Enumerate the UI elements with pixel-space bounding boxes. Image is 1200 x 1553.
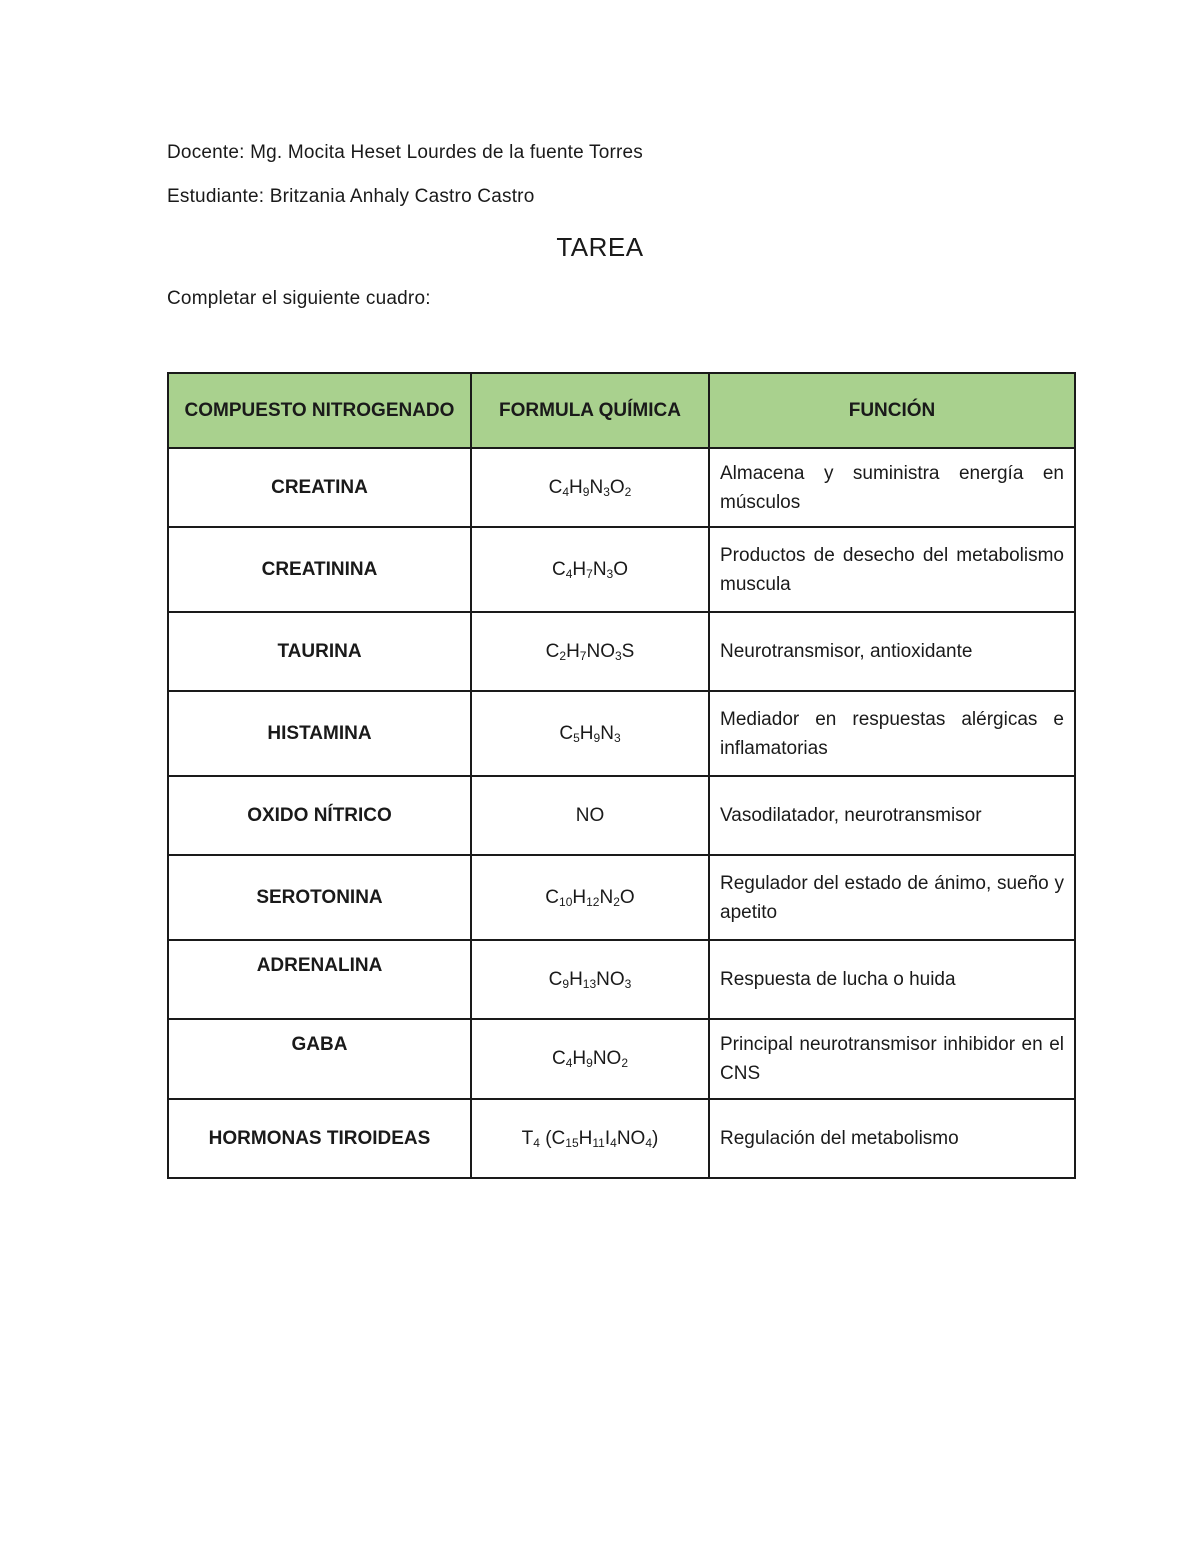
formula-text: C [551,558,566,580]
compound-function: Neurotransmisor, antioxidante [709,612,1075,691]
page-title: TAREA [556,232,644,262]
chemical-formula [471,940,709,1019]
column-header-function: FUNCIÓN [709,373,1075,448]
table-row [168,940,1075,1019]
formula-text: N [589,476,604,498]
formula-subscript: 10 [559,894,573,909]
compound-name: SEROTONINA [168,855,471,940]
column-header-compound: COMPUESTO NITROGENADO [168,373,471,448]
formula-subscript: 13 [582,976,597,991]
table-row [168,1019,1075,1099]
table-header-row [168,373,1075,448]
formula-subscript: 7 [586,566,593,581]
formula-text: N [600,722,614,744]
formula-text: C [545,886,560,908]
table-row [168,448,1075,527]
formula-subscript: 5 [573,730,580,745]
formula-subscript: 4 [565,1056,573,1070]
compound-name: HISTAMINA [168,691,471,776]
formula-text: H [578,1127,593,1149]
table-row [168,527,1075,612]
formula-subscript: 9 [562,976,570,991]
formula-subscript: 9 [582,484,590,499]
formula-text: H [566,640,580,662]
formula-text: (C [539,1127,566,1149]
formula-text: NO [586,640,615,662]
chemical-formula [471,448,709,527]
compound-function: Productos de desecho del metabolismo muscula [709,527,1075,612]
compound-name: CREATINA [168,448,471,527]
table-row [168,776,1075,855]
compound-name: HORMONAS TIROIDEAS [168,1099,471,1178]
estudiante-line: Estudiante: Britzania Anhaly Castro Castro [167,186,535,207]
formula-subscript: 3 [606,566,614,581]
chemical-formula [471,1099,709,1178]
formula-text: H [572,886,587,908]
formula-subscript: 11 [592,1135,605,1150]
formula-subscript: 12 [586,894,600,909]
formula-subscript: 7 [579,648,587,663]
compound-function: Mediador en respuestas alérgicas e inflamatorias [709,691,1075,776]
compound-name: CREATININA [168,527,471,612]
compound-function: Respuesta de lucha o huida [709,940,1075,1019]
formula-text: O [619,886,635,908]
formula-text: T [521,1127,534,1149]
table-row [168,691,1075,776]
formula-subscript: 2 [613,894,620,909]
compounds-table [167,372,1076,1179]
formula-subscript: 2 [624,484,632,499]
formula-subscript: 9 [593,730,601,745]
formula-text: H [572,1048,587,1069]
formula-text: NO [575,804,605,826]
compound-name: OXIDO NÍTRICO [168,776,471,855]
formula-text: C [548,968,563,990]
table-row [168,1099,1075,1178]
formula-subscript: 4 [562,484,570,499]
instruction-line: Completar el siguiente cuadro: [167,288,431,309]
formula-text: O [609,476,625,498]
formula-text: H [569,476,583,498]
formula-subscript: 4 [645,1135,652,1150]
formula-subscript: 3 [613,730,621,745]
formula-text: N [599,886,614,908]
table-row [168,855,1075,940]
formula-subscript: 9 [586,1056,593,1070]
formula-text: H [569,968,583,990]
chemical-formula [471,691,709,776]
compound-function: Regulador del estado de ánimo, sueño y apetito [709,855,1075,940]
formula-text: C [545,640,560,662]
formula-subscript: 2 [559,648,567,663]
compound-function: Almacena y suministra energía en músculos [709,448,1075,527]
chemical-formula [471,1019,709,1099]
formula-subscript: 2 [621,1056,629,1070]
chemical-formula [471,855,709,940]
formula-text: I [604,1127,611,1149]
docente-line: Docente: Mg. Mocita Heset Lourdes de la fuente Torres [167,142,643,163]
formula-text: NO [596,968,625,990]
formula-text: ) [652,1127,659,1149]
formula-text: C [551,1048,566,1069]
compound-name: TAURINA [168,612,471,691]
formula-subscript: 3 [603,484,610,499]
column-header-formula: FORMULA QUÍMICA [471,373,709,448]
formula-text: C [548,476,563,498]
formula-subscript: 4 [565,566,573,581]
chemical-formula [471,527,709,612]
chemical-formula [471,612,709,691]
formula-text: H [579,722,594,744]
formula-text: NO [616,1127,646,1149]
formula-subscript: 3 [624,976,632,991]
formula-subscript: 15 [565,1135,579,1150]
formula-text: H [572,558,587,580]
table-row [168,612,1075,691]
compound-function: Vasodilatador, neurotransmisor [709,776,1075,855]
formula-text: O [613,558,629,580]
formula-subscript: 4 [610,1135,617,1150]
formula-text: NO [592,1048,622,1069]
compound-function: Principal neurotransmisor inhibidor en el CNS [709,1019,1075,1099]
formula-text: C [559,722,574,744]
chemical-formula [471,776,709,855]
compound-name: ADRENALINA [168,940,471,1019]
formula-subscript: 3 [614,648,622,663]
formula-text: N [592,558,607,580]
formula-text: S [621,640,635,662]
compound-function: Regulación del metabolismo [709,1099,1075,1178]
compound-name: GABA [168,1019,471,1099]
formula-subscript: 4 [533,1135,540,1150]
